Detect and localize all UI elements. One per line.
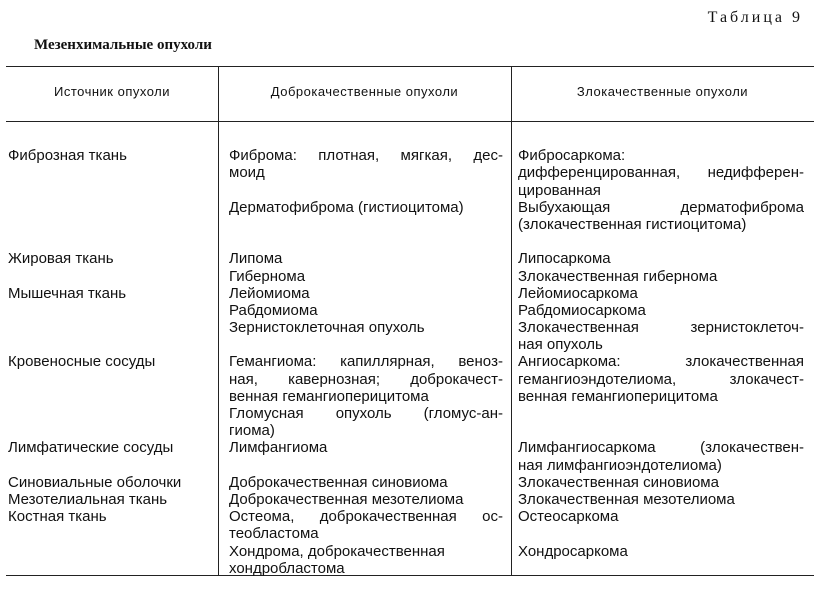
text-line: Лимфангиосаркома (злокачествен- [518,439,804,457]
text-line: Гемангиома: капиллярная, венoз- [229,353,503,371]
text-line: Липома [229,250,283,268]
text-line [8,302,216,319]
text-line [8,371,216,388]
text-line [229,130,503,147]
text-line: ная лимфангиоэндотелиома) [518,456,722,474]
text-line: венная гемангиоперицитома [518,387,718,405]
text-line [8,164,216,181]
text-line [229,216,503,233]
text-line: Выбухающая дерматофиброма [518,198,804,216]
text-line: хондробластома [229,559,345,577]
source-column [8,130,216,577]
text-line [518,405,804,422]
text-line [518,525,804,542]
text-line: Жировая ткань [8,250,114,268]
text-line: Злокачественная мезотелиома [518,490,735,508]
text-line [518,422,804,439]
text-line: дифференцированная, недифферен- [518,164,804,182]
benign-column [229,130,503,577]
text-line: Ангиосаркома: злокачественная [518,353,804,371]
text-line [8,457,216,474]
text-line: теобластома [229,525,319,543]
table-number: Таблица 9 [707,9,803,26]
text-line: Лейомиосаркома [518,284,638,302]
column-divider-1 [218,66,219,575]
text-line [8,560,216,577]
text-line: Дерматофиброма (гистиоцитома) [229,198,464,216]
table-top-rule [6,66,814,67]
text-line: Фибросаркома: [518,147,626,165]
text-line: Мезотелиальная ткань [8,490,168,508]
text-line: Лимфатические сосуды [8,439,174,457]
text-line: Злокачественная зернистоклеточ- [518,319,804,337]
text-line: Лимфангиома [229,439,328,457]
text-line [8,216,216,233]
text-line: ная опухоль [518,336,603,354]
text-line: гемангиоэндотелиома, злокачест- [518,370,804,388]
text-line [8,543,216,560]
text-line: ная, кавернозная; доброкачест- [229,370,503,388]
header-bottom-rule [6,121,814,122]
text-line [8,319,216,336]
text-line [518,233,804,250]
text-line: Остеосаркома [518,508,619,526]
text-line: Остеома, доброкачественная ос- [229,508,503,526]
column-header-benign: Доброкачественные опухоли [270,84,459,99]
text-line: Мышечная ткань [8,284,127,302]
text-line [229,233,503,250]
text-line: Гломусная опухоль (гломус-ан- [229,405,503,422]
text-line: Синовиальные оболочки [8,473,182,491]
text-line: Фиброма: плотная, мягкая, дес- [229,147,503,165]
text-line [229,336,503,353]
table-title: Мезенхимальные опухоли [34,37,212,53]
text-line [8,233,216,250]
text-line: Гибернома [229,267,306,285]
text-line [8,405,216,422]
text-line [8,336,216,353]
column-divider-2 [511,66,512,575]
text-line [8,268,216,285]
text-line [229,182,503,199]
text-line [8,130,216,147]
column-header-source: Источник опухоли [53,84,171,99]
text-line: гиома) [229,422,275,440]
text-line: моид [229,164,265,182]
text-line: цированная [518,181,601,199]
text-line [229,457,503,474]
text-line [8,182,216,199]
text-line: Рабдомиома [229,301,318,319]
text-line: Доброкачественная синовиома [229,473,448,491]
text-line [8,199,216,216]
text-line: Кровеносные сосуды [8,353,156,371]
text-line: (злокачественная гистиоцитома) [518,215,747,233]
malignant-column [518,130,804,577]
text-line: Доброкачественная мезотелиома [229,490,464,508]
text-line: Злокачественная синовиома [518,473,719,491]
column-header-malignant: Злокачественные опухоли [576,84,749,99]
text-line: Хондрома, доброкачественная [229,542,445,560]
text-line: Костная ткань [8,508,107,526]
text-line: Лейомиома [229,284,310,302]
text-line [518,560,804,577]
text-line: Рабдомиосаркома [518,301,646,319]
text-line: Хондросаркома [518,542,628,560]
text-line: Зернистоклеточная опухоль [229,319,425,337]
text-line: Фиброзная ткань [8,147,127,165]
text-line [8,525,216,542]
text-line [8,388,216,405]
text-line: венная гемангиоперицитома [229,387,429,405]
text-line [8,422,216,439]
text-line: Злокачественная гибернома [518,267,718,285]
text-line: Липосаркома [518,250,611,268]
text-line [518,130,804,147]
